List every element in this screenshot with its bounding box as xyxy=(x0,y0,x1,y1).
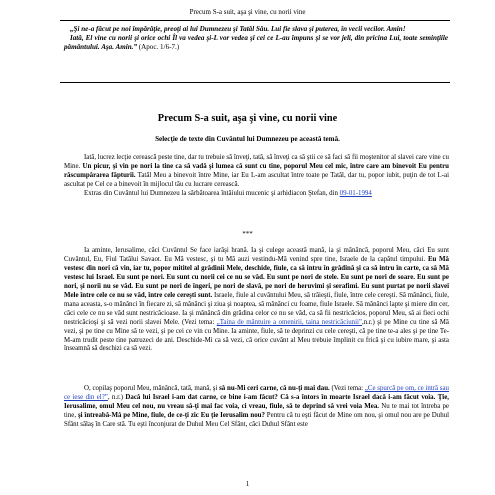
motto-paragraph-2 xyxy=(64,34,448,52)
document-title: Precum S-a suit, aşa şi vine, cu norii vine xyxy=(157,113,338,124)
section-2-paragraph xyxy=(64,247,449,354)
section-3 xyxy=(64,385,449,430)
section-2-bold-1: Eu Mă vestesc din nori că vin, iar tu, popor mititel al grădinii Mele, deschide, fiule, ca să intru în grădină şi ca să intru în carte, ca să Mă vestesc lui Israel. Eu sunt pe nori. Eu sunt cu norii cei ce nu se văd. Eu sunt pe nori de stele. Eu sunt pe nori de soare. Eu sunt pe nori, şi norii nu se văd. Eu sunt pe nori de îngeri, pe nori de slavă, pe nori de heruvimi şi serafimi. Eu sunt purtat pe norii slavei Mele între cele ce nu se văd, între cele cereşti sunt. xyxy=(64,255,449,299)
section-2-text-1: Ia aminte, Ierusalime, căci Cuvântul Se face iarăşi hrană. Ia şi culege această mană, ia şi mănâncă, poporul Meu, căci Eu sunt Cuvântul, Eu, Fiul Tatălui Savaot. Eu Mă vestesc, şi tu Mă auzi vestindu-Mă venind spre tine, Israele de la capătul timpului. xyxy=(64,247,449,263)
section-2-text-3: ,n.r.) şi pe Mine cu tine să Mă vezi, şi pe tine cu Mine să te vezi, şi pe cei ce vin cu Mine. Ia aminte, fiule, să te deprinzi cu cele cereşti, că pe tine te-a ales şi pe tine Te-M-am trudit peste tine patruzeci de ani. Deschide-Mi ca să vezi, că orice cuvânt al Meu trebuie împlinit cu frică şi cu iubire mare, şi asta înseamnă să deschizi ca să vezi. xyxy=(64,318,449,353)
section-3-text-1: O, copilaş poporul Meu, mănâncă, tată, mană, şi xyxy=(84,385,220,392)
section-3-text-5: Pentru că tu eşti făcut de Mine om nou, şi omul nou are pe Duhul Sfânt sălaş în Care stă. Tu eşti înconjurat de Duhul Meu Cel Sfânt, căci Duhul Sfânt este xyxy=(64,411,450,428)
section-separator: *** xyxy=(242,230,253,238)
motto-rule xyxy=(60,82,450,83)
extract-date-link[interactable]: 09-01-1994 xyxy=(339,189,372,197)
theme-link-nestricaciune[interactable]: „Taina de mântuire a omenirii, taina nestricăciunii” xyxy=(216,318,362,326)
page-number: 1 xyxy=(245,480,250,488)
section-3-text-2: (Vezi tema: xyxy=(329,385,365,392)
motto-paragraph-1: „Şi ne-a făcut pe noi împărăţie, preoţi ai lui Dumnezeu şi Tatăl Său. Lui fie slava şi puterea, în vecii vecilor. Amin! xyxy=(70,25,406,33)
header-rule xyxy=(60,20,450,21)
document-subtitle: Selecţie de texte din Cuvântul lui Dumnezeu pe această temă. xyxy=(155,135,340,143)
intro-section xyxy=(64,154,449,199)
intro-text-1: Iată, lucrez lecţie cerească peste tine, dar tu trebuie să înveţi, tată, să înveţi ca să ştii ce să faci să fii moştenitor al slavei care vine cu Mine. xyxy=(64,154,449,170)
section-2 xyxy=(64,247,449,354)
section-3-text-4: Nu te mai tot întreba pe tine, xyxy=(64,402,449,419)
extract-paragraph xyxy=(64,190,449,199)
intro-paragraph xyxy=(64,154,449,190)
motto-reference: (Apoc. 1/6-7.) xyxy=(137,43,180,52)
theme-link-ce-spurca[interactable]: „Ce spurcă pe om, ce intră sau ce iese din el?” xyxy=(64,385,449,401)
section-3-bold-2: Dacă lui Israel i-am dat carne, ce bine i-am făcut? Că s-a întors în moarte Israel dacă i-am făcut voia. Ţie, Ierusalime, omul Meu cel nou, nu vreau să-ţi mai fac voia, ci vreau, fiule, să te deprind să vrei voia Mea. xyxy=(64,393,449,410)
extract-text: Extras din Cuvântul lui Dumnezeu la sărbătoarea întâiului mucenic şi arhidiacon Ştefan, din xyxy=(84,189,340,197)
section-3-paragraph xyxy=(64,385,449,430)
intro-bold-1: Un picur, şi vin pe nori la tine ca să vadă şi lumea că sunt cu tine, poporul Meu cel mic, între care am binevoit Eu pentru răscumpărarea făpturii. xyxy=(64,162,449,179)
motto-paragraph-2-text: Iată, El vine cu norii şi orice ochi Îl va vedea şi-L vor vedea şi cei ce L-au împuns şi se vor jeli, din pricina Lui, toate seminţiile pământului. Aşa. Amin.” xyxy=(64,34,448,52)
section-3-bold-3: şi întreabă-Mă pe Mine, fiule, de ce-ţi zic Eu ţie Ierusalim nou? xyxy=(77,411,265,419)
running-header: Precum S-a suit, aşa şi vine, cu norii vine xyxy=(189,8,306,16)
motto-quote xyxy=(64,25,448,52)
section-3-bold-1: să nu-Mi ceri carne, că nu-ţi mai dau. xyxy=(219,385,330,392)
intro-text-2: Tatăl Meu a binevoit între Mine, iar Eu L-am ascultat între toate pe Tatăl, dar tu, popor iubit, puţin de tot L-ai ascultat pe Cel ce a binevoit în mijlocul tău cu lucrare cerească. xyxy=(64,171,449,188)
section-3-text-3: , n.r.) xyxy=(107,393,126,401)
section-2-text-2: Israele, fiule al cuvântului Meu, să trăieşti, fiule, între cele cereşti. Să mănânci, fiule, mana aceasta, s-o mănânci în fiecare zi, să mănânci şi ziua şi noaptea, să mănânci cu foame, fiule Israele. Să mănânci lapte şi miere din cer, căci cele ce nu se văd sunt nestricăcioase. Ia şi mănâncă din grădina celor ce nu se văd, ca să fii nestricăcios, poporul Meu, să ai fieci ochi nestricăcioşi şi să vezi norii slavei Mele. (Vezi tema: xyxy=(64,291,450,326)
